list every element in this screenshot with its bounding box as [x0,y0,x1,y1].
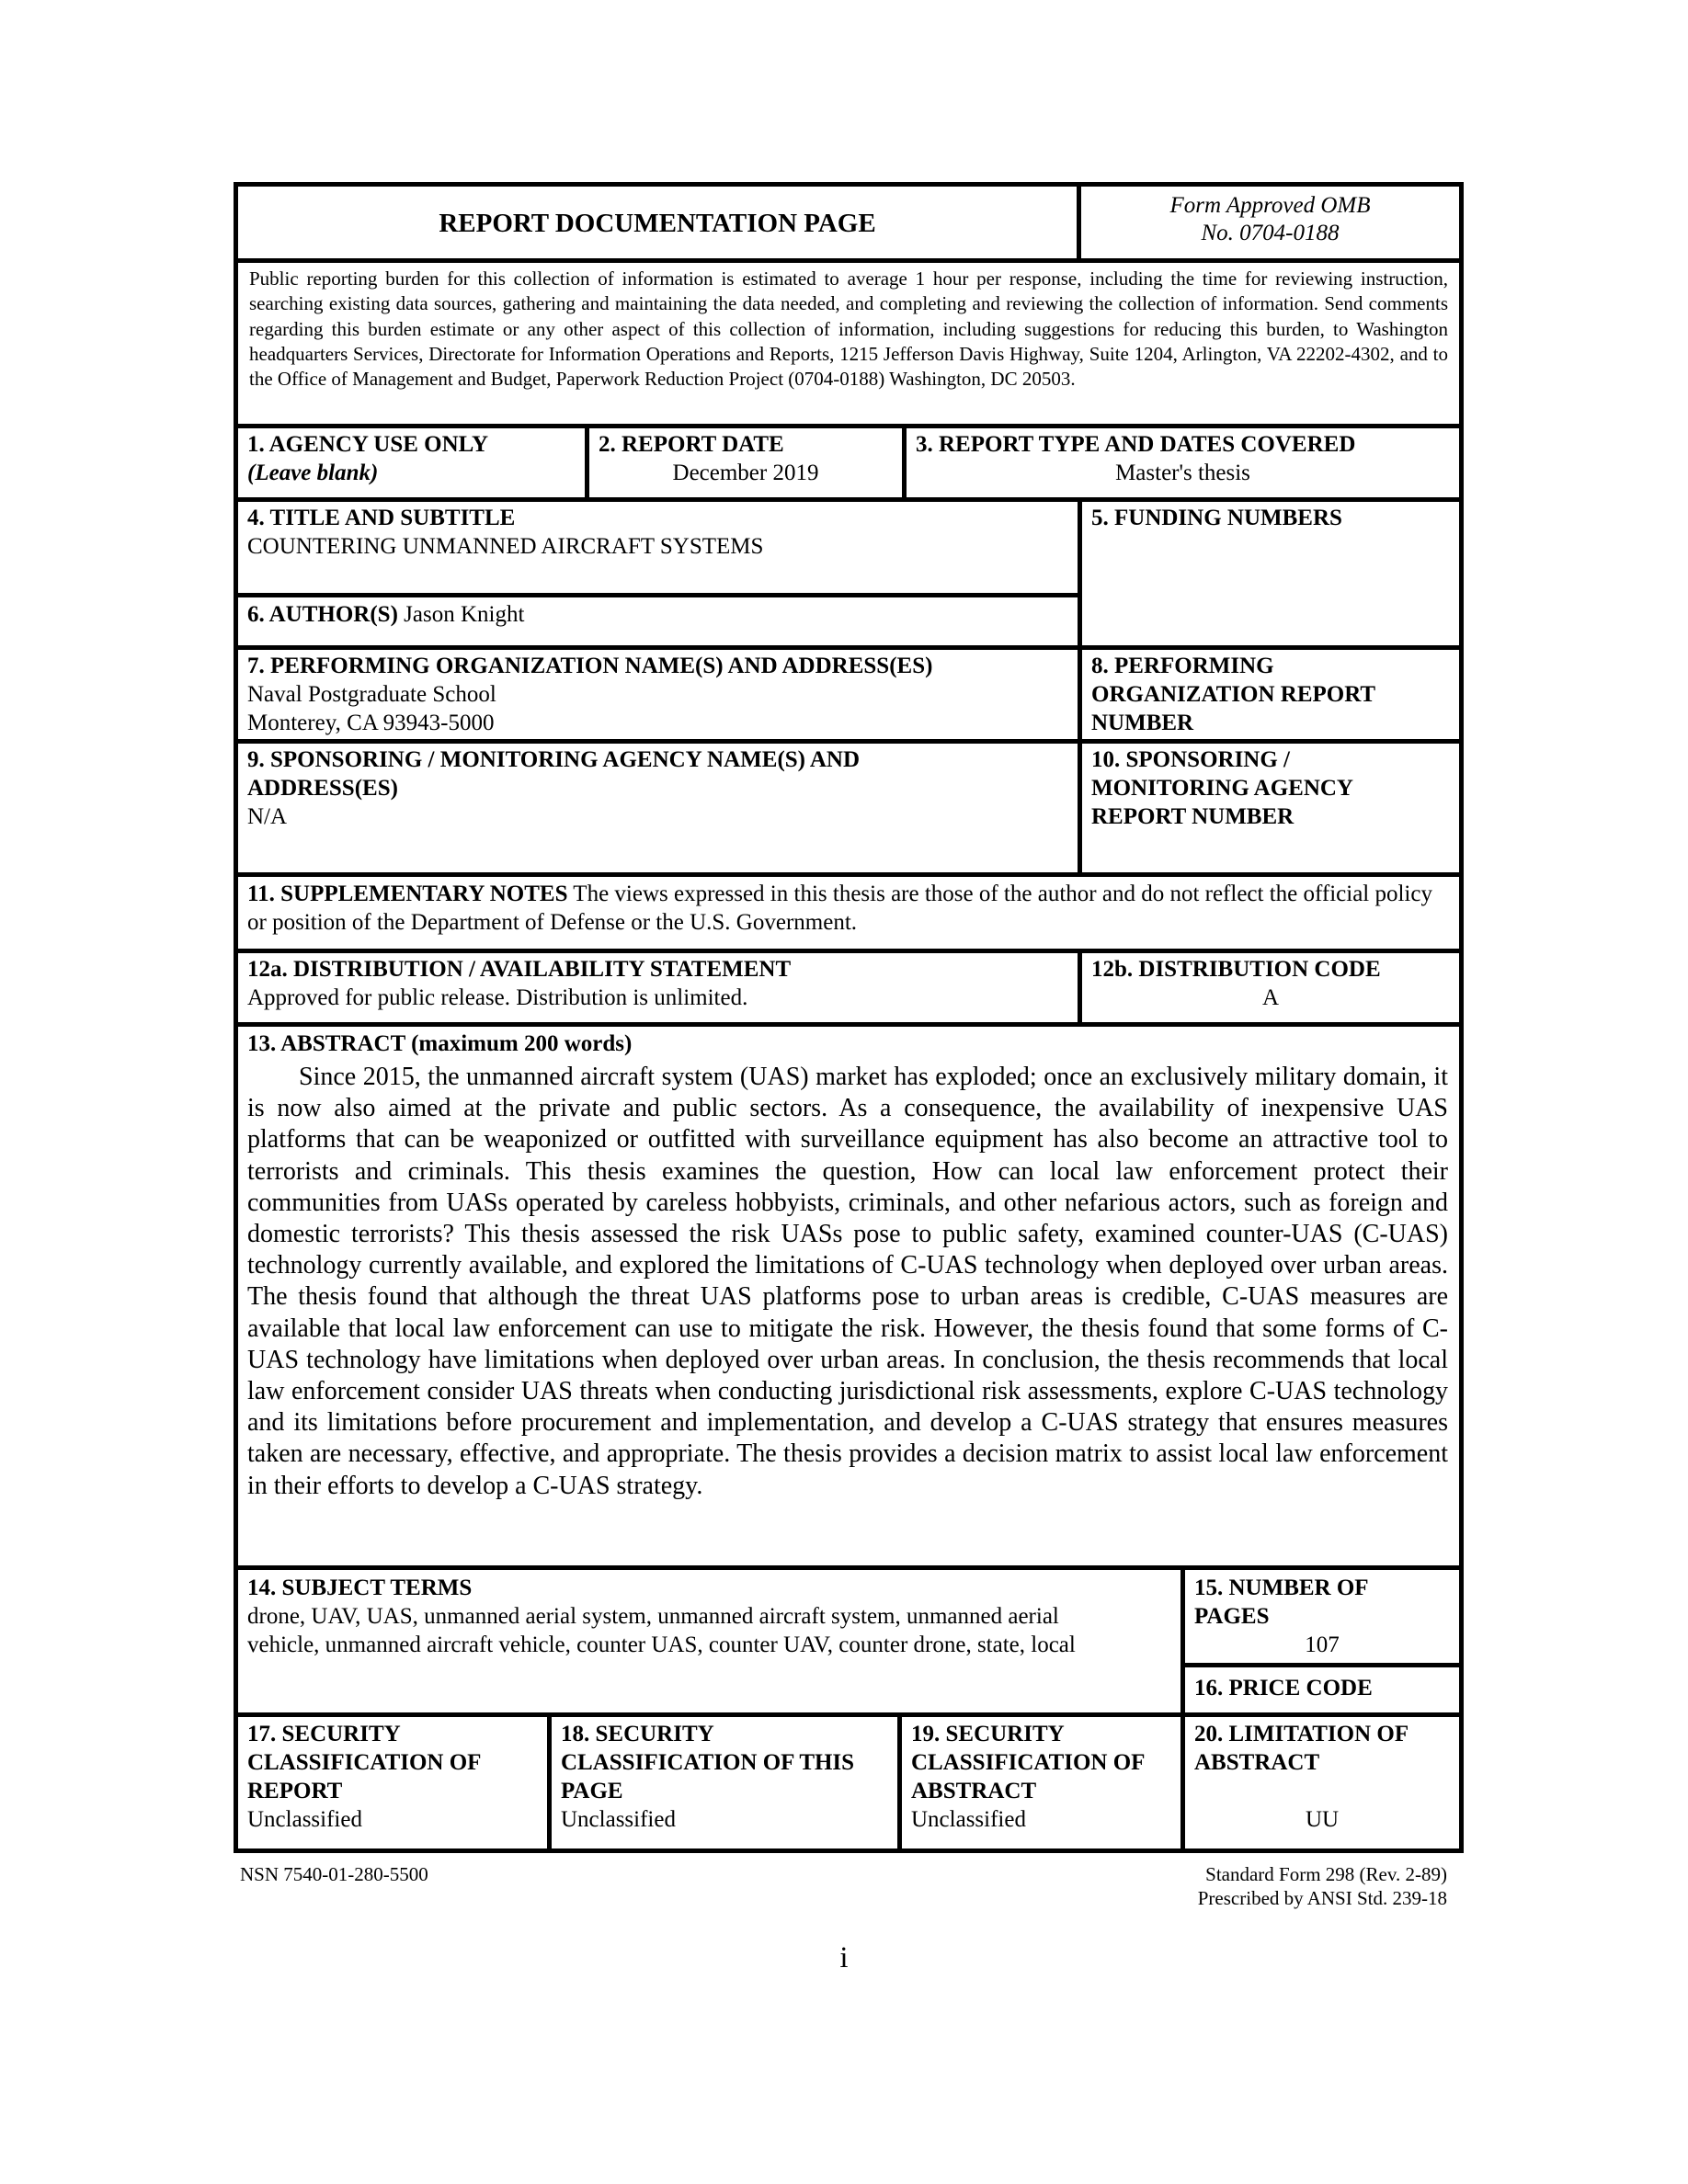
block-15-number-of-pages [1194,1574,1450,1659]
block-14-line2: vehicle, unmanned aircraft vehicle, counter UAS, counter UAV, counter drone, state, local [247,1632,1076,1657]
block-18-value: Unclassified [561,1807,676,1832]
block-10-label-line2: MONITORING AGENCY [1091,776,1353,801]
block-7-label: 7. PERFORMING ORGANIZATION NAME(S) AND ADDRESS(ES) [247,654,933,678]
row-blocks-7-8 [238,650,1459,744]
block-4-title [247,504,1068,561]
block-5-label: 5. FUNDING NUMBERS [1091,506,1342,530]
block-7-performing-org [238,650,1078,739]
row-blocks-1-3 [238,428,1459,502]
block-15-value: 107 [1305,1632,1340,1657]
block-16-price-code [1194,1674,1450,1702]
block-19-label-line1: 19. SECURITY [911,1722,1065,1746]
block-2-value: December 2019 [672,461,819,485]
blocks-4-6-column [238,502,1078,645]
block-17-label-line1: 17. SECURITY [247,1722,401,1746]
footer-standard-form [1198,1862,1447,1910]
row-blocks-9-10 [238,744,1459,877]
footer-nsn: NSN 7540-01-280-5500 [240,1863,428,1885]
block-7-line1: Naval Postgraduate School [247,682,496,707]
block-8-label-line2: ORGANIZATION REPORT [1091,682,1376,707]
block-20-limitation [1180,1717,1459,1848]
block-14-subject-terms [238,1570,1180,1712]
block-16-label: 16. PRICE CODE [1194,1676,1373,1701]
block-10-label-line1: 10. SPONSORING / [1091,747,1291,772]
block-12b-distribution-code [1078,953,1459,1022]
block-20-label-line2: ABSTRACT [1194,1750,1320,1775]
block-19-security-abstract [897,1717,1180,1848]
block-11-supplementary-notes [238,877,1459,949]
block-12a-label: 12a. DISTRIBUTION / AVAILABILITY STATEMENT [247,957,792,982]
row-blocks-4-6 [238,502,1459,650]
block-15-label-line1: 15. NUMBER OF [1194,1575,1369,1600]
block-19-label-line2: CLASSIFICATION OF [911,1750,1146,1775]
block-4-value: COUNTERING UNMANNED AIRCRAFT SYSTEMS [247,534,764,559]
block-1-label: 1. AGENCY USE ONLY [247,432,489,457]
burden-statement: Public reporting burden for this collection of information is estimated to average 1 hour per response, including the time for reviewing instruction, searching existing data sources, gathering and maintaining the data needed, and completing and reviewing the collection of information. Send comments regarding this burden estimate or any other aspect of this collection of information, including suggestions for reducing this burden, to Washington headquarters Services, Directorate for Information Operations and Reports, 1215 Jefferson Davis Highway, Suite 1204, Arlington, VA 22202-4302, and to the Office of Management and Budget, Paperwork Reduction Project (0704-0188) Washington, DC 20503. [249,267,1448,391]
block-6-label: 6. AUTHOR(S) [247,602,398,627]
block-3-label: 3. REPORT TYPE AND DATES COVERED [916,432,1356,457]
block-4-label: 4. TITLE AND SUBTITLE [247,506,516,530]
form-approved-line2: No. 0704-0188 [1201,221,1340,245]
block-3-value: Master's thesis [1115,461,1250,485]
block-18-security-page [547,1717,897,1848]
block-8-report-number [1078,650,1459,739]
block-17-label-line3: REPORT [247,1779,343,1803]
row-blocks-12 [238,953,1459,1027]
block-12a-value: Approved for public release. Distribution is unlimited. [247,985,748,1010]
block-15-divider [1185,1663,1459,1667]
row-block-11 [238,877,1459,953]
block-18-label-line1: 18. SECURITY [561,1722,714,1746]
block-17-security-report [238,1717,547,1848]
block-4-divider [238,593,1078,597]
page-number: i [839,1941,849,1974]
block-15-label-line2: PAGES [1194,1604,1270,1629]
block-10-label-line3: REPORT NUMBER [1091,804,1295,829]
block-8-label-line1: 8. PERFORMING [1091,654,1274,678]
block-2-label: 2. REPORT DATE [599,432,784,457]
block-13-label: 13. ABSTRACT (maximum 200 words) [247,1031,633,1056]
footer-prescribed-line: Prescribed by ANSI Std. 239-18 [1197,1887,1447,1909]
row-block-13 [238,1027,1459,1570]
form-approved-omb [1077,187,1459,258]
block-1-agency-use [238,428,585,497]
block-9-value: N/A [247,804,288,829]
form-title: REPORT DOCUMENTATION PAGE [439,209,876,238]
block-17-label-line2: CLASSIFICATION OF [247,1750,482,1775]
row-blocks-14-16 [238,1570,1459,1717]
block-12a-distribution-statement [238,953,1078,1022]
block-17-value: Unclassified [247,1807,362,1832]
block-19-value: Unclassified [911,1807,1026,1832]
block-7-line2: Monterey, CA 93943-5000 [247,711,495,735]
block-20-value: UU [1305,1807,1340,1832]
block-20-label-line1: 20. LIMITATION OF [1194,1722,1409,1746]
block-8-label-line3: NUMBER [1091,711,1194,735]
abstract-text: Since 2015, the unmanned aircraft system (UAS) market has exploded; once an exclusively military domain, it is now also aimed at the private and public sectors. As a consequence, the availability of inexpensive UAS platforms that can be weaponized or outfitted with surveillance equipment has also become an attractive tool to terrorists and criminals. This thesis examines the question, How can local law enforcement protect their communities from UASs operated by careless hobbyists, criminals, and other nefarious actors, such as foreign and domestic terrorists? This thesis assessed the risk UASs pose to public safety, examined counter-UAS (C-UAS) technology currently available, and explored the limitations of C-UAS technology when deployed over urban areas. The thesis found that although the threat UAS platforms pose to urban areas is credible, C-UAS measures are available that local law enforcement can use to mitigate the risk. However, the thesis found that some forms of C-UAS technology have limitations when deployed over urban areas. In conclusion, the thesis recommends that local law enforcement consider UAS threats when conducting jurisdictional risk assessments, explore C-UAS technology and its limitations before procurement and implementation, and develop a C-UAS strategy that ensures measures taken are necessary, effective, and appropriate. The thesis provides a decision matrix to assist local law enforcement in their efforts to develop a C-UAS strategy. [247,1063,1448,1500]
burden-row [238,263,1459,428]
block-6-value: Jason Knight [404,602,525,627]
block-6-author [247,600,1068,629]
row-blocks-17-20 [238,1717,1459,1848]
block-13-abstract [238,1027,1459,1565]
block-14-label: 14. SUBJECT TERMS [247,1575,473,1600]
report-documentation-form [234,182,1464,1853]
block-3-report-type [902,428,1459,497]
block-2-report-date [585,428,902,497]
block-14-line1: drone, UAV, UAS, unmanned aerial system, unmanned aircraft system, unmanned aerial [247,1604,1059,1629]
block-11-value: The views expressed in this thesis are those of the author and do not reflect the official policy or position of the Department of Defense or the U.S. Government. [247,882,1432,935]
block-12b-label: 12b. DISTRIBUTION CODE [1091,957,1381,982]
block-5-funding [1078,502,1459,645]
block-10-agency-report-number [1078,744,1459,872]
block-9-sponsoring-agency [238,744,1078,872]
block-11-label: 11. SUPPLEMENTARY NOTES [247,882,568,906]
block-18-label-line2: CLASSIFICATION OF THIS [561,1750,855,1775]
block-18-label-line3: PAGE [561,1779,623,1803]
form-approved-line1: Form Approved OMB [1169,193,1371,218]
block-1-sublabel: (Leave blank) [247,461,379,485]
block-9-label-line1: 9. SPONSORING / MONITORING AGENCY NAME(S) AND [247,747,861,772]
blocks-15-16-column [1180,1570,1459,1712]
block-9-label-line2: ADDRESS(ES) [247,776,398,801]
footer-standard-form-line: Standard Form 298 (Rev. 2-89) [1205,1863,1447,1885]
block-12b-value: A [1261,985,1280,1010]
header-row [238,187,1459,263]
block-19-label-line3: ABSTRACT [911,1779,1037,1803]
